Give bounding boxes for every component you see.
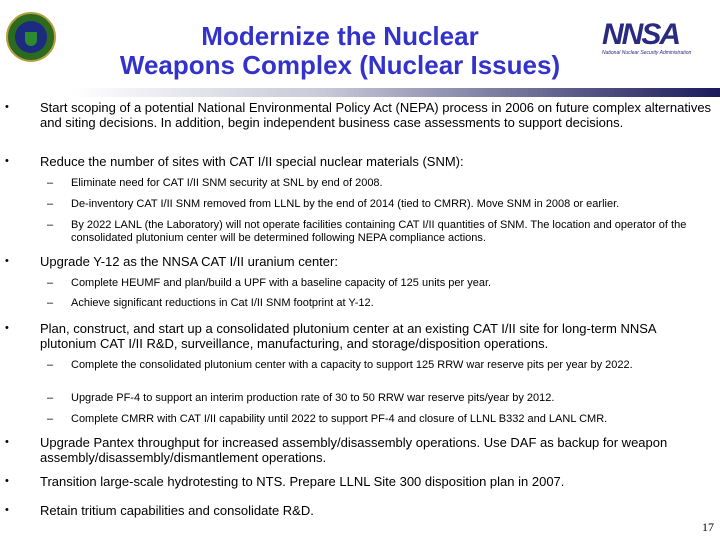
sub-bullet: – De-inventory CAT I/II SNM removed from LLNL by the end of 2014 (tied to CMRR). Move SNM in 2008 or earlier. xyxy=(71,198,716,211)
bullet-hydrotesting: • Transition large-scale hydrotesting to NTS. Prepare LLNL Site 300 disposition plan in 2007. xyxy=(40,474,712,489)
slide-title xyxy=(90,22,590,80)
sub-bullet: – Upgrade PF-4 to support an interim production rate of 30 to 50 RRW war reserve pits/year by 2012. xyxy=(71,392,716,405)
bullet-plutonium-center: • Plan, construct, and start up a consolidated plutonium center at an existing CAT I/II site for long-term NNSA plutonium CAT I/II R&D, surveillance, manufacturing, and storage/disposition operations. xyxy=(40,321,712,351)
bullet-reduce-sites: • Reduce the number of sites with CAT I/II special nuclear materials (SNM): xyxy=(40,154,712,169)
title-divider xyxy=(0,88,720,97)
bullet-tritium: • Retain tritium capabilities and consolidate R&D. xyxy=(40,503,712,518)
nnsa-logo-text: NNSA xyxy=(602,18,680,51)
bullet-nepa: • Start scoping of a potential National Environmental Policy Act (NEPA) process in 2006 on future complex alternatives and siting decisions. In addition, begin independent business case assessments to support decisions. xyxy=(40,100,712,130)
sub-bullet: – Achieve significant reductions in Cat I/II SNM footprint at Y-12. xyxy=(71,297,716,310)
nnsa-logo-subtitle: National Nuclear Security Administration xyxy=(602,50,692,56)
sub-bullet: – Complete HEUMF and plan/build a UPF with a baseline capacity of 125 units per year. xyxy=(71,277,716,290)
nnsa-logo xyxy=(602,20,714,54)
sub-bullet: – Eliminate need for CAT I/II SNM security at SNL by end of 2008. xyxy=(71,177,716,190)
sub-bullet: – By 2022 LANL (the Laboratory) will not operate facilities containing CAT I/II quantities of SNM. The location and operator of the consolidated plutonium center will be determined following NEPA compliance actions. xyxy=(71,219,716,245)
doe-seal-logo xyxy=(6,12,56,62)
page-number: 17 xyxy=(702,520,714,534)
title-line-2: Weapons Complex (Nuclear Issues) xyxy=(119,50,561,80)
sub-bullet: – Complete CMRR with CAT I/II capability until 2022 to support PF-4 and closure of LLNL B332 and LANL CMR. xyxy=(71,413,716,426)
title-line-1: Modernize the Nuclear xyxy=(201,21,479,51)
sub-bullet: – Complete the consolidated plutonium center with a capacity to support 125 RRW war reserve pits per year by 2022. xyxy=(71,359,716,372)
bullet-y12: • Upgrade Y-12 as the NNSA CAT I/II uranium center: xyxy=(40,254,712,269)
bullet-pantex: • Upgrade Pantex throughput for increased assembly/disassembly operations. Use DAF as backup for weapon assembly/disassembly/dismantlement operations. xyxy=(40,435,712,465)
